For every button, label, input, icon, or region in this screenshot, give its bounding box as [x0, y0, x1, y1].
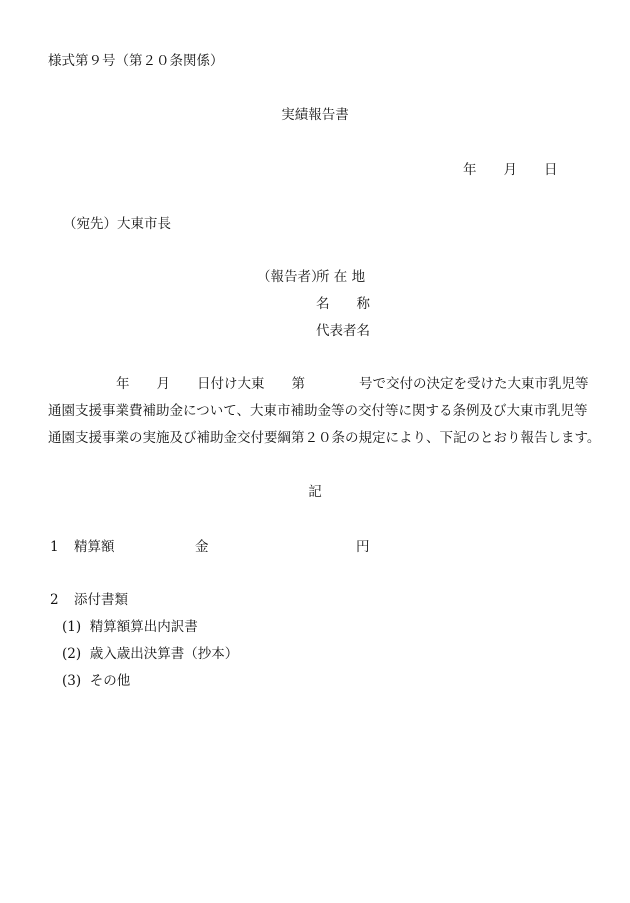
date-line: 年 月 日	[463, 162, 558, 178]
representative-label: 代表者名	[316, 323, 370, 339]
item1-kin: 金	[195, 539, 209, 555]
address-label: 所 在 地	[316, 269, 366, 285]
item1-label: 精算額	[74, 539, 115, 555]
document-title: 実績報告書	[281, 107, 349, 123]
attachment-item: (1) 精算額算出内訳書	[62, 619, 198, 635]
body-line-2: 通園支援事業費補助金について、大東市補助金等の交付等に関する条例及び大東市乳児等	[48, 403, 588, 419]
name-label: 名 称	[316, 296, 370, 312]
attachment-item: (3) その他	[62, 673, 131, 689]
addressee: （宛先）大東市長	[63, 216, 171, 232]
item2-label: 添付書類	[74, 592, 128, 608]
item1-number: 1	[50, 539, 59, 555]
body-line-1: 年 月 日付け大東 第 号で交付の決定を受けた大東市乳児等	[116, 376, 589, 392]
form-number: 様式第９号（第２０条関係）	[48, 53, 224, 69]
item2-number: 2	[50, 592, 59, 608]
body-line-3: 通園支援事業の実施及び補助金交付要綱第２０条の規定により、下記のとおり報告します。	[48, 430, 601, 446]
attachment-item: (2) 歳入歳出決算書（抄本）	[62, 646, 239, 662]
item1-yen: 円	[356, 539, 370, 555]
reporter-label: （報告者）	[257, 269, 325, 285]
ki-heading: 記	[308, 484, 322, 500]
